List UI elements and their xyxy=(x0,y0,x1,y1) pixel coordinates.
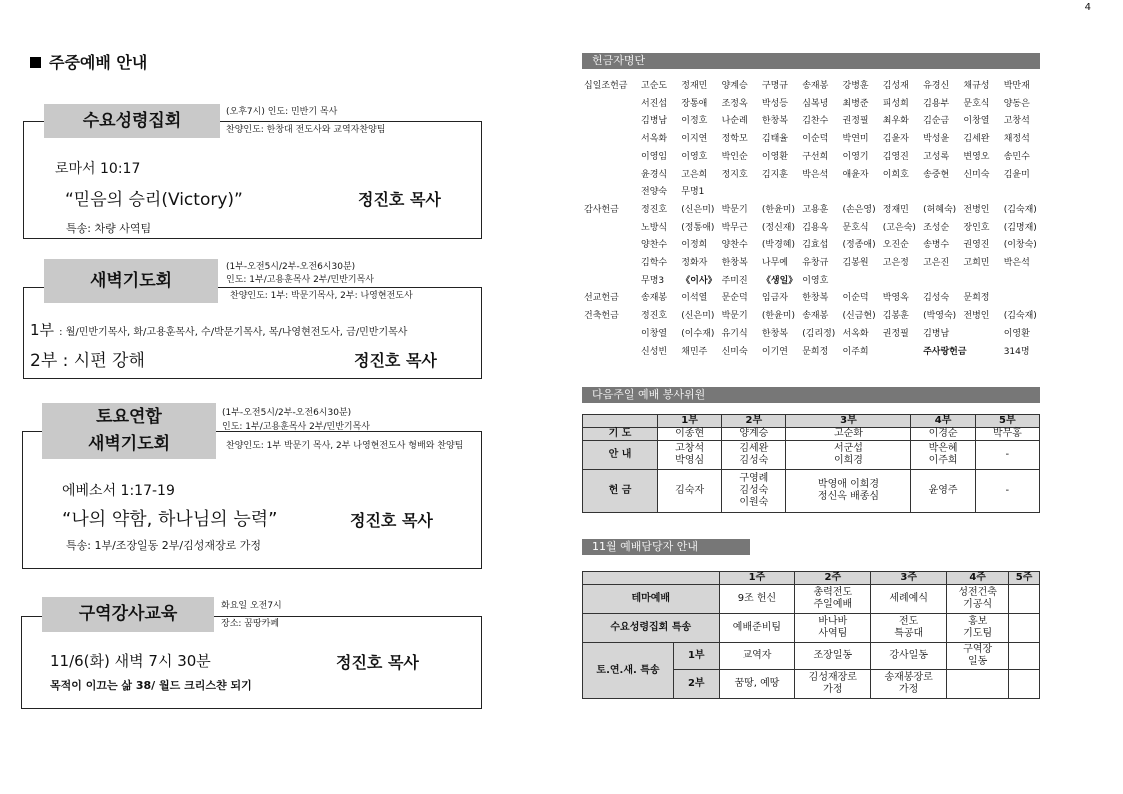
donor-name: 한창복 xyxy=(761,328,788,339)
donor-name: 송병수 xyxy=(923,240,950,251)
donor-name: 장인호 xyxy=(963,222,990,233)
donor-name: 박만재 xyxy=(1003,81,1030,91)
row-label: 테마예배 xyxy=(583,585,720,614)
donor-name: 유기식 xyxy=(721,328,748,339)
next-week-header xyxy=(582,387,1040,403)
donor-name: 무명3 xyxy=(641,275,665,286)
saturday-sermon: “나의 약함, 하나님의 능력” xyxy=(62,509,278,530)
row-label: 안 내 xyxy=(583,441,658,470)
table-cell: 구역장 일동 xyxy=(947,643,1009,670)
col-header: 3주 xyxy=(871,572,947,585)
donor-name: 박은석 xyxy=(1003,258,1030,268)
donor-name: 정재민 xyxy=(882,204,909,215)
donor-name: 이창열 xyxy=(641,328,668,339)
donor-name: 문순덕 xyxy=(721,293,748,304)
dawn-pastor: 정진호 목사 xyxy=(354,351,437,370)
donor-name: 신미숙 xyxy=(963,169,990,180)
table-cell xyxy=(1009,614,1040,643)
saturday-scripture: 에베소서 1:17-19 xyxy=(62,483,175,499)
donor-name: 문희정 xyxy=(963,293,990,304)
table-cell xyxy=(1009,585,1040,614)
donor-name: 송재봉 xyxy=(802,311,829,322)
donor-category-label: 감사헌금 xyxy=(584,204,619,215)
donor-name: (신금현) xyxy=(842,311,876,322)
table-cell: 조장일동 xyxy=(795,643,871,670)
table-cell: 꿈땅, 예땅 xyxy=(719,670,795,699)
dawn-line-2: 2부 : 시편 강해 xyxy=(30,351,145,371)
col-header: 4부 xyxy=(911,415,975,428)
donor-name: 고은희 xyxy=(681,169,708,180)
donor-name: 장통애 xyxy=(681,98,708,109)
donor-name: 314명 xyxy=(1003,346,1030,357)
donor-name: 서진섭 xyxy=(641,98,668,109)
donor-name: 이지연 xyxy=(681,134,708,145)
donor-name: 나무예 xyxy=(761,258,788,268)
donor-name: 김봉원 xyxy=(842,258,869,268)
donor-name: 양동은 xyxy=(1003,98,1030,109)
donor-name: 이영호 xyxy=(802,275,829,286)
donor-name: 유창규 xyxy=(802,258,829,268)
district-tag: 구역강사교육 xyxy=(42,597,214,632)
table-cell: 예배준비팀 xyxy=(719,614,795,643)
donor-name: 고용훈 xyxy=(802,204,829,215)
table-cell xyxy=(1009,643,1040,670)
donor-name: 《생일》 xyxy=(761,275,798,286)
col-header: 5주 xyxy=(1009,572,1040,585)
donor-name: 김찬수 xyxy=(802,116,829,127)
donor-name: 정재민 xyxy=(681,81,708,91)
donor-name: 김병남 xyxy=(923,328,950,339)
donor-name: 송재봉 xyxy=(802,81,829,91)
donor-name: 양계승 xyxy=(721,81,748,91)
dawn-line-1 xyxy=(30,319,407,340)
saturday-info-2: 인도: 1부/고용훈목사 2부/민반기목사 xyxy=(222,422,370,432)
donors-header-text: 헌금자명단 xyxy=(592,54,646,67)
donor-name: 이기연 xyxy=(761,346,788,357)
donor-name: 강병훈 xyxy=(842,81,869,91)
col-header: 2부 xyxy=(722,415,786,428)
donor-name: 고성록 xyxy=(923,151,950,162)
table-row xyxy=(583,441,1040,470)
section-title-text: 주중예배 안내 xyxy=(49,53,148,72)
dawn-info-3: 찬양인도: 1부: 박문기목사, 2부: 나영현전도사 xyxy=(230,291,413,301)
donor-name: 심복녕 xyxy=(802,98,829,109)
donor-name: (김리정) xyxy=(802,328,836,339)
table-cell: 세례예식 xyxy=(871,585,947,614)
donor-name: 권정필 xyxy=(842,116,869,127)
corner-cell xyxy=(583,415,658,428)
table-cell: 전도 특공대 xyxy=(871,614,947,643)
donor-name: 문희정 xyxy=(802,346,829,357)
donor-name: 박영옥 xyxy=(882,293,909,304)
donor-name: 애윤자 xyxy=(842,169,869,180)
wednesday-sermon: “믿음의 승리(Victory)” xyxy=(65,190,243,210)
donor-name: 김병남 xyxy=(641,116,668,127)
donor-name: 이영호 xyxy=(681,151,708,162)
donor-name: 이영임 xyxy=(641,151,668,162)
donor-name: 문호식 xyxy=(963,98,990,109)
donor-name: 피성희 xyxy=(882,98,909,109)
saturday-special: 특송: 1부/조장일동 2부/김성재장로 가정 xyxy=(66,539,261,552)
donor-name: (이창숙) xyxy=(1003,240,1037,251)
table-cell: 이종현 xyxy=(658,428,722,441)
saturday-info-1: (1부-오전5시/2부-오전6시30분) xyxy=(222,408,352,418)
donor-name: 이영기 xyxy=(842,151,869,162)
donor-name: 정학모 xyxy=(721,134,748,145)
table-cell: 성전건축 기공식 xyxy=(947,585,1009,614)
donor-name: 주미진 xyxy=(721,275,748,286)
donor-name: 김윤자 xyxy=(882,134,909,145)
table-cell: 박은혜 이주희 xyxy=(911,441,975,470)
donor-name: 박은석 xyxy=(802,169,829,180)
donor-name: 김지훈 xyxy=(761,169,788,180)
donor-name: 이순덕 xyxy=(842,293,869,304)
saturday-tag-line-2: 새벽기도회 xyxy=(87,434,171,454)
table-cell: 구영례 김성숙 이원숙 xyxy=(722,470,786,513)
donor-name: 서옥화 xyxy=(842,328,869,339)
donor-name: 조성순 xyxy=(923,222,950,233)
donor-name: 김봉훈 xyxy=(882,311,909,322)
wednesday-info-2: 찬양인도: 한창대 전도사와 교역자찬양팀 xyxy=(226,125,386,135)
table-cell: 양계승 xyxy=(722,428,786,441)
donor-name: 김용옥 xyxy=(802,222,829,233)
col-header: 1부 xyxy=(658,415,722,428)
donor-name: 고은정 xyxy=(882,258,909,268)
table-cell: 홍보 기도팀 xyxy=(947,614,1009,643)
donor-name: 이창열 xyxy=(963,116,990,127)
dawn-info-2: 인도: 1부/고용훈목사 2부/민반기목사 xyxy=(226,275,374,285)
table-cell: 고창석 박영심 xyxy=(658,441,722,470)
row-label: 헌 금 xyxy=(583,470,658,513)
donor-name: 송민수 xyxy=(1003,151,1030,162)
wednesday-info-1: (오후7시) 인도: 민반기 목사 xyxy=(226,107,338,117)
donor-name: (한윤미) xyxy=(761,204,795,215)
donor-name: 이석열 xyxy=(681,293,708,304)
donor-name: 신미숙 xyxy=(721,346,748,357)
donor-category-label: 건축헌금 xyxy=(584,311,619,322)
donor-name: (손은영) xyxy=(842,204,876,215)
dawn-line-1-label: 1부 xyxy=(30,321,55,339)
donor-name: 채정석 xyxy=(1003,134,1030,145)
district-info-1: 화요일 오전7시 xyxy=(221,601,282,611)
november-header-text: 11월 예배담당자 안내 xyxy=(592,540,698,553)
table-cell: 교역자 xyxy=(719,643,795,670)
donor-name: 한창복 xyxy=(721,258,748,268)
donor-name: 구선희 xyxy=(802,151,829,162)
donor-name: (김숙재) xyxy=(1003,204,1037,215)
november-header xyxy=(582,539,750,555)
donors-header xyxy=(582,53,1040,69)
donor-name: 고은진 xyxy=(923,258,950,268)
table-cell: 김세완 김성숙 xyxy=(722,441,786,470)
donor-name: 고창석 xyxy=(1003,116,1030,127)
table-row xyxy=(583,585,1040,614)
donor-name: 송중현 xyxy=(923,169,950,180)
donor-name: 송재봉 xyxy=(641,293,668,304)
sub-row-label: 2부 xyxy=(674,670,720,699)
donor-name: (한윤미) xyxy=(761,311,795,322)
donor-name: 《이사》 xyxy=(681,275,717,286)
donor-name: (정종애) xyxy=(842,240,876,251)
donor-name: 김성재 xyxy=(882,81,909,91)
donor-name: 전병인 xyxy=(963,204,990,215)
donor-name: 서옥화 xyxy=(641,134,668,145)
donor-name: 박인순 xyxy=(721,151,748,162)
donor-name: 김세완 xyxy=(963,134,990,145)
november-table xyxy=(582,571,1040,699)
donor-name: 김순금 xyxy=(923,116,950,127)
donor-name: (정통애) xyxy=(681,222,715,233)
table-cell xyxy=(947,670,1009,699)
table-cell: 총력전도 주일예배 xyxy=(795,585,871,614)
donor-name: 박문기 xyxy=(721,311,748,322)
donor-name: 박무근 xyxy=(721,222,748,233)
square-bullet-icon xyxy=(30,57,41,68)
donor-name: (허혜숙) xyxy=(923,204,957,215)
wednesday-tag: 수요성령집회 xyxy=(44,104,220,138)
table-cell: - xyxy=(975,441,1039,470)
table-row xyxy=(583,643,1040,670)
table-row xyxy=(583,614,1040,643)
district-topic: 목적이 이끄는 삶 38/ 월드 크리스챤 되기 xyxy=(50,679,252,692)
donor-name: (김숙재) xyxy=(1003,311,1037,322)
district-date: 11/6(화) 새벽 7시 30분 xyxy=(50,652,211,670)
donor-name: 이영환 xyxy=(761,151,788,162)
donor-name: 최우화 xyxy=(882,116,909,127)
donor-name: 유경신 xyxy=(923,81,950,91)
donor-name: (고은숙) xyxy=(882,222,916,233)
dawn-info-1: (1부-오전5시/2부-오전6시30분) xyxy=(226,262,356,272)
row-label: 토.연.새. 특송 xyxy=(583,643,674,699)
donor-name: 양찬수 xyxy=(641,240,668,251)
table-cell: 이경순 xyxy=(911,428,975,441)
donor-name: 문호식 xyxy=(842,222,869,233)
donor-name: 채규성 xyxy=(963,81,990,91)
donor-name: 이영환 xyxy=(1003,328,1030,339)
donor-name: (박영숙) xyxy=(923,311,957,322)
donor-name: 이순덕 xyxy=(802,134,829,145)
donor-name: 양찬수 xyxy=(721,240,748,251)
donor-name: 나순례 xyxy=(721,116,748,127)
donor-name: 박연미 xyxy=(842,134,869,145)
donor-name: 채민주 xyxy=(681,346,708,357)
donor-name: 전병인 xyxy=(963,311,990,322)
donor-name: 박성윤 xyxy=(923,134,950,145)
table-cell xyxy=(1009,670,1040,699)
corner-cell xyxy=(583,572,720,585)
donor-name: 김용부 xyxy=(923,98,950,109)
donor-name: 김효섭 xyxy=(802,240,829,251)
donor-name: 노방식 xyxy=(641,222,668,233)
donor-name: 박성등 xyxy=(761,98,788,109)
donor-name: 신성빈 xyxy=(641,346,668,357)
donor-name: 김학수 xyxy=(641,258,668,268)
saturday-tag-line-1: 토요연합 xyxy=(96,407,162,427)
donor-name: (정신재) xyxy=(761,222,795,233)
table-cell: 김숙자 xyxy=(658,470,722,513)
table-cell: 서군섭 이희경 xyxy=(786,441,911,470)
donor-name: 주사랑헌금 xyxy=(923,346,967,357)
wednesday-scripture: 로마서 10:17 xyxy=(55,161,141,177)
donor-category-label: 선교헌금 xyxy=(584,293,619,304)
donor-name: 오진순 xyxy=(882,240,909,251)
table-cell: 윤영주 xyxy=(911,470,975,513)
saturday-tag xyxy=(42,403,216,459)
donor-name: (박경혜) xyxy=(761,240,795,251)
donor-name: 정진호 xyxy=(641,204,668,215)
col-header: 1주 xyxy=(719,572,795,585)
table-cell: 송재봉장로 가정 xyxy=(871,670,947,699)
wednesday-pastor: 정진호 목사 xyxy=(358,190,441,209)
saturday-pastor: 정진호 목사 xyxy=(350,511,433,530)
page-number: 4 xyxy=(1084,2,1091,13)
donor-name: 전양숙 xyxy=(641,187,668,198)
wednesday-special: 특송: 차량 사역팀 xyxy=(66,222,152,235)
donor-name: 한창복 xyxy=(802,293,829,304)
donor-name: 박문기 xyxy=(721,204,748,215)
dawn-tag: 새벽기도회 xyxy=(44,259,218,303)
donor-name: 김영진 xyxy=(882,151,909,162)
donor-name: 이주희 xyxy=(842,346,869,357)
donor-name: (신은미) xyxy=(681,311,715,322)
district-pastor: 정진호 목사 xyxy=(336,653,419,672)
table-cell: 바나바 사역팀 xyxy=(795,614,871,643)
table-cell: - xyxy=(975,470,1039,513)
col-header: 4주 xyxy=(947,572,1009,585)
col-header: 3부 xyxy=(786,415,911,428)
donor-name: 김윤미 xyxy=(1003,169,1030,180)
table-cell: 고순화 xyxy=(786,428,911,441)
dawn-line-1-text: : 월/민반기목사, 화/고용훈목사, 수/박문기목사, 목/나영현전도사, 금/민반기목사 xyxy=(59,327,408,338)
table-cell: 김성재장로 가정 xyxy=(795,670,871,699)
col-header: 2주 xyxy=(795,572,871,585)
donor-name: (김명재) xyxy=(1003,222,1037,233)
donor-name: 조정옥 xyxy=(721,98,748,109)
donor-name: 이정희 xyxy=(681,240,708,251)
donor-name: 윤경식 xyxy=(641,169,668,180)
donor-name: (이수재) xyxy=(681,328,715,339)
sub-row-label: 1부 xyxy=(674,643,720,670)
row-label: 기 도 xyxy=(583,428,658,441)
donor-name: 정지호 xyxy=(721,169,748,180)
donor-name: 정진호 xyxy=(641,311,668,322)
donor-category-label: 십일조헌금 xyxy=(584,81,628,91)
donor-name: (신은미) xyxy=(681,204,715,215)
donor-name: 김성숙 xyxy=(923,293,950,304)
donor-name: 변영오 xyxy=(963,151,990,162)
donor-name: 한창복 xyxy=(761,116,788,127)
donor-name: 이정호 xyxy=(681,116,708,127)
table-cell: 박영애 이희경 정신옥 배종심 xyxy=(786,470,911,513)
next-week-header-text: 다음주일 예배 봉사위원 xyxy=(592,388,706,401)
table-cell: 9조 헌신 xyxy=(719,585,795,614)
donor-name: 무명1 xyxy=(681,187,705,198)
donor-name: 김태율 xyxy=(761,134,788,145)
table-cell: 강사일동 xyxy=(871,643,947,670)
col-header: 5부 xyxy=(975,415,1039,428)
table-row xyxy=(583,470,1040,513)
next-week-table xyxy=(582,414,1040,513)
donor-name: 고희민 xyxy=(963,258,990,268)
donor-name: 최병준 xyxy=(842,98,869,109)
table-row xyxy=(583,428,1040,441)
donor-name: 이희호 xyxy=(882,169,909,180)
saturday-info-3: 찬양인도: 1부 박문기 목사, 2부 나영현전도사 형배와 찬양팀 xyxy=(226,441,464,451)
donor-name: 권영진 xyxy=(963,240,990,251)
district-info-2: 장소: 꿈땅카페 xyxy=(221,619,280,629)
row-label: 수요성령집회 특송 xyxy=(583,614,720,643)
donor-name: 고순도 xyxy=(641,81,668,91)
donor-name: 임금자 xyxy=(761,293,788,304)
donor-name: 구명규 xyxy=(761,81,788,91)
donor-name: 정화자 xyxy=(681,258,708,268)
section-title xyxy=(30,50,147,73)
table-cell: 박무홍 xyxy=(975,428,1039,441)
donor-name: 권정필 xyxy=(882,328,909,339)
